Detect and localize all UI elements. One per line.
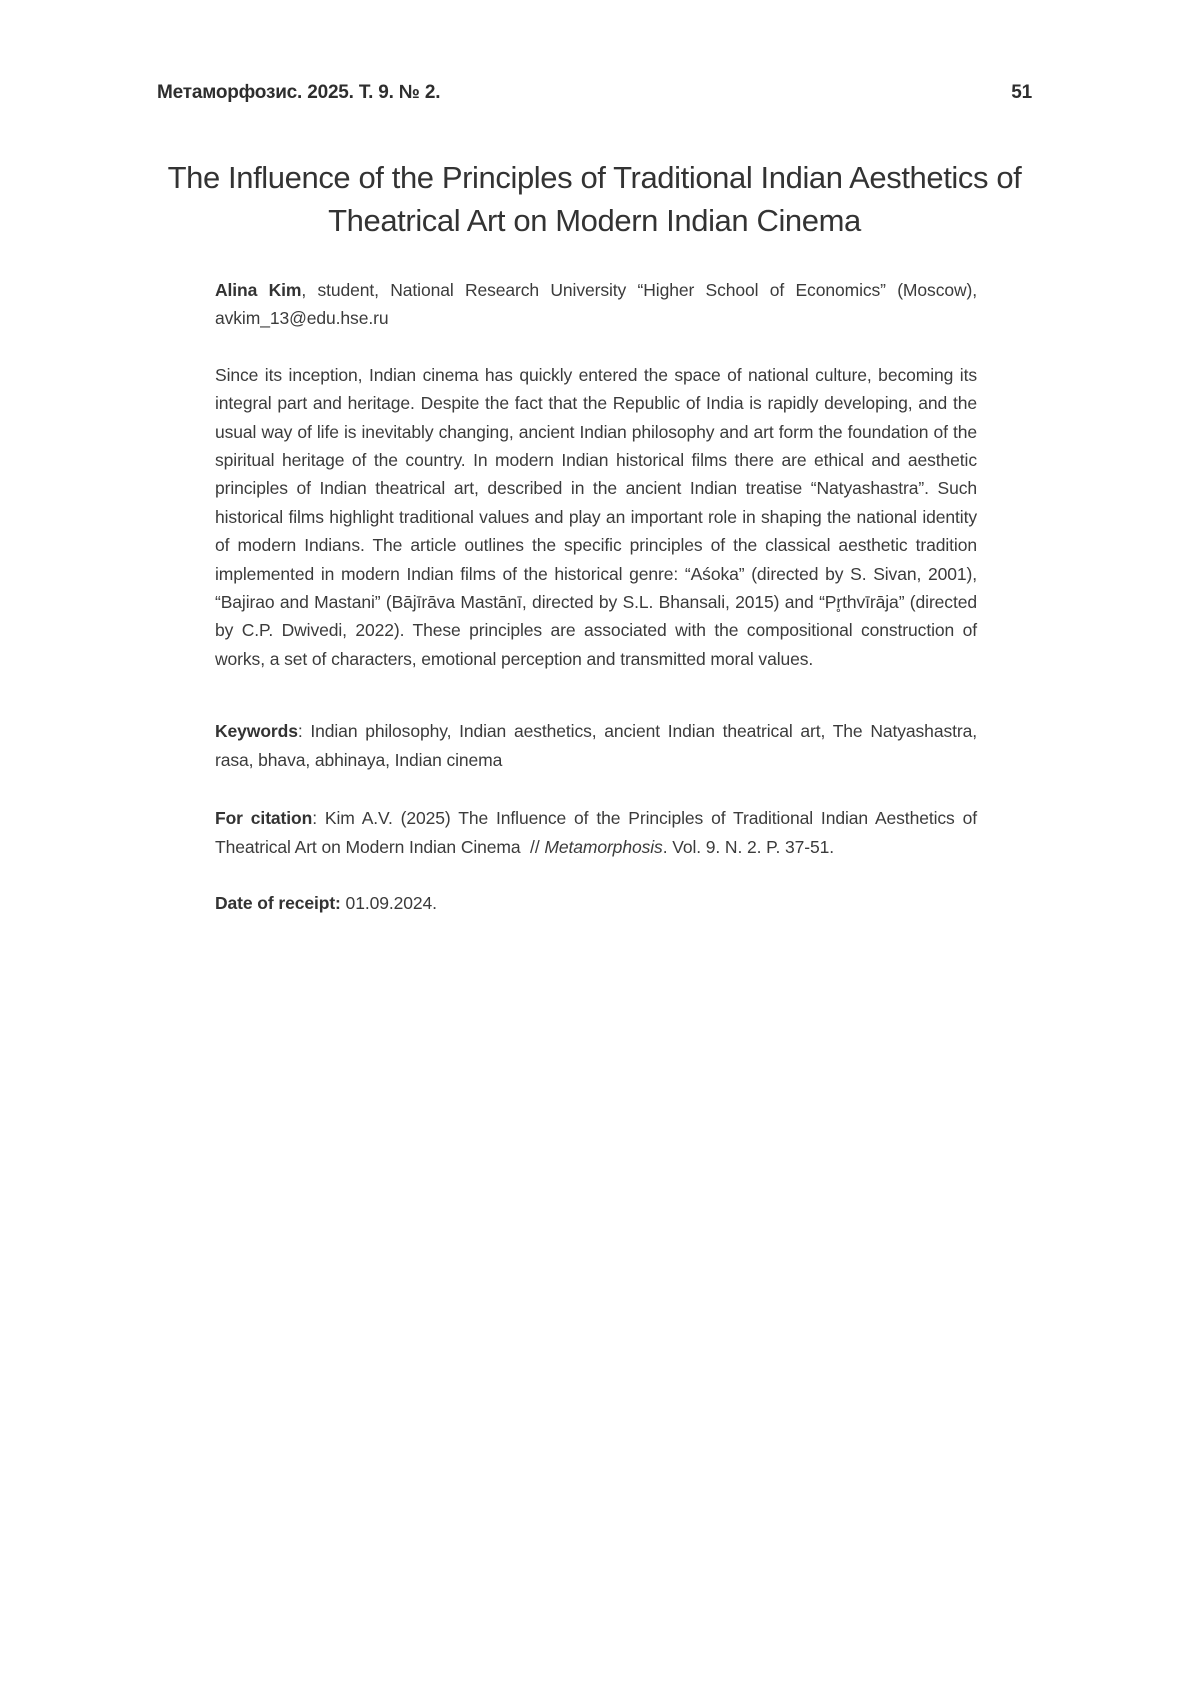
author-line (215, 276, 977, 333)
keywords-label: Keywords (215, 721, 298, 742)
author-affiliation: , student, National Research University “Higher School of Economics” (Moscow), avkim_13@edu.hse.ru (215, 280, 977, 329)
date-of-receipt-paragraph (215, 889, 977, 917)
running-head (0, 0, 1200, 104)
journal-name-italic: Metamorphosis (544, 836, 663, 857)
citation-text-after-journal: . Vol. 9. N. 2. P. 37-51. (662, 836, 834, 857)
citation-text-before-journal: : Kim A.V. (2025) The Influence of the Principles of Traditional Indian Aesthetics of Theatrical Art on Modern Indian Cinema // (215, 808, 977, 857)
keywords-paragraph (215, 717, 977, 774)
date-of-receipt-value: 01.09.2024. (340, 892, 437, 913)
article (0, 156, 1200, 917)
author-name: Alina Kim (215, 280, 302, 300)
journal-issue-header: Метаморфозис. 2025. Т. 9. № 2. (157, 82, 441, 103)
keywords-text: : Indian philosophy, Indian aesthetics, ancient Indian theatrical art, The Natyashastra, rasa, bhava, abhinaya, Indian cinema (215, 721, 977, 770)
citation-label: For citation (215, 808, 313, 829)
date-of-receipt-label: Date of receipt: (215, 892, 341, 913)
article-title: The Influence of the Principles of Traditional Indian Aesthetics of Theatrical Art on Modern Indian Cinema (167, 160, 1022, 238)
abstract-paragraph: Since its inception, Indian cinema has quickly entered the space of national culture, becoming its integral part and heritage. Despite the fact that the Republic of India is rapidly developing, and the usual way of life is inevitably changing, ancient Indian philosophy and art form the foundation of the spiritual heritage of the country. In modern Indian historical films there are ethical and aesthetic principles of Indian theatrical art, described in the ancient Indian treatise “Natyashastra”. Such historical films highlight traditional values and play an important role in shaping the national identity of modern Indians. The article outlines the specific principles of the classical aesthetic tradition implemented in modern Indian films of the historical genre: “Aśoka” (directed by S. Sivan, 2001), “Bajirao and Mastani” (Bājīrāva Mastānī, directed by S.L. Bhansali, 2015) and “Pr̥thvīrāja” (directed by C.P. Dwivedi, 2022). These principles are associated with the compositional construction of works, a set of characters, emotional perception and transmitted moral values. (215, 364, 977, 669)
citation-paragraph (215, 804, 977, 861)
article-body-column (215, 276, 977, 917)
page-number: 51 (1011, 82, 1032, 103)
